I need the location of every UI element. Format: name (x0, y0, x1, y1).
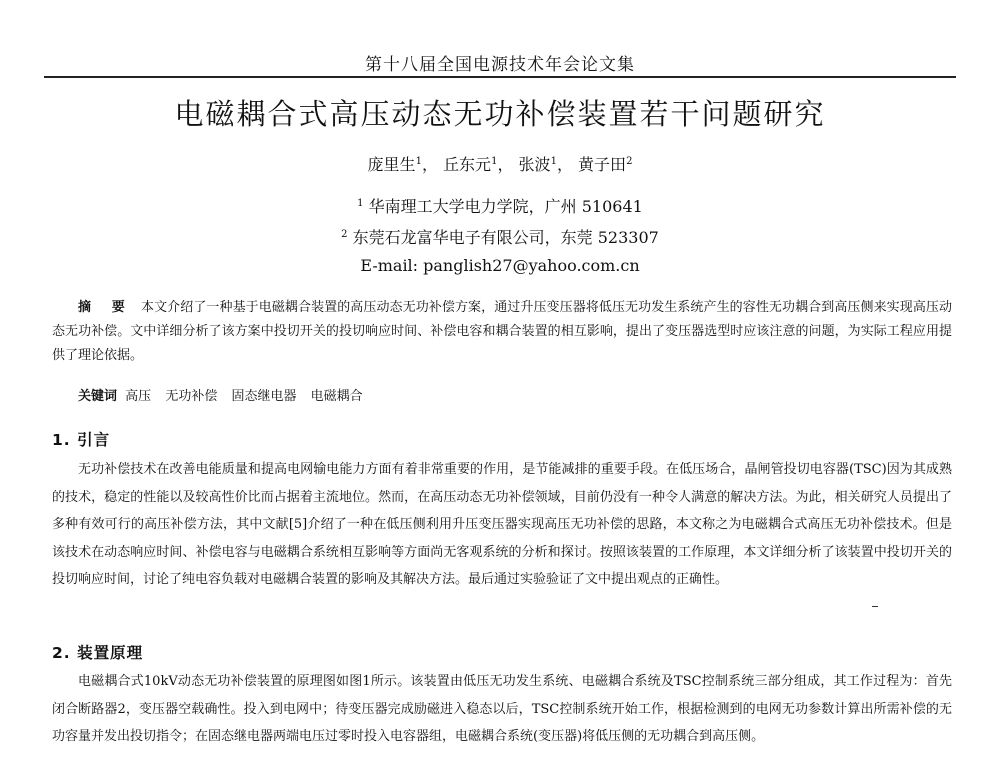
keyword: 固态继电器 (231, 389, 297, 404)
keyword: 无功补偿 (165, 389, 218, 404)
author-sup: 1 (491, 156, 498, 167)
keyword: 电磁耦合 (310, 389, 363, 404)
author-name: 庞里生 (367, 155, 416, 174)
author-list (0, 152, 1000, 175)
keywords (78, 385, 373, 404)
keyword: 高压 (125, 389, 152, 404)
affiliation-text: 东莞石龙富华电子有限公司，东莞 523307 (352, 228, 659, 247)
author-name: 丘东元 (443, 155, 492, 174)
author-separator: ， (556, 155, 573, 174)
contact-email: E-mail: panglish27@yahoo.com.cn (360, 256, 640, 275)
author-name: 张波 (518, 155, 551, 174)
keywords-label: 关键词 (78, 389, 118, 404)
affiliation-text: 华南理工大学电力学院，广州 510641 (368, 197, 643, 216)
running-header: 第十八届全国电源技术年会论文集 (365, 55, 635, 75)
author-sup: 2 (626, 156, 633, 167)
affiliation-2 (0, 225, 1000, 248)
abstract (52, 296, 952, 368)
section-heading: 2. 装置原理 (52, 644, 144, 662)
affiliation-sup: 1 (357, 198, 364, 209)
author-sup: 1 (415, 156, 422, 167)
paper-title: 电磁耦合式高压动态无功补偿装置若干问题研究 (174, 97, 826, 131)
author-name: 黄子田 (578, 155, 627, 174)
scan-speck (872, 606, 878, 607)
section-heading: 1. 引言 (52, 431, 111, 449)
abstract-label: 摘 要 (78, 300, 133, 315)
affiliation-1 (0, 194, 1000, 217)
author-separator: ， (497, 155, 514, 174)
section-paragraph: 电磁耦合式10kV动态无功补偿装置的原理图如图1所示。该装置由低压无功发生系统、电磁耦合系统及TSC控制系统三部分组成，其工作过程为：首先闭合断路器2，变压器空载确性。投入到电网中；待变压器完成励磁进入稳态以后，TSC控制系统开始工作，根据检测到的电网无功参数计算出所需补偿的无功容量并发出投切指令；在固态继电器两端电压过零时投入电容器组，电磁耦合系统(变压器)将低压侧的无功耦合到高压侧。 (52, 674, 952, 744)
author-separator: ， (421, 155, 438, 174)
section-paragraph: 无功补偿技术在改善电能质量和提高电网输电能力方面有着非常重要的作用，是节能减排的重要手段。在低压场合，晶闸管投切电容器(TSC)因为其成熟的技术，稳定的性能以及较高性价比而占据着主流地位。然而，在高压动态无功补偿领域，目前仍没有一种令人满意的解决方法。为此，相关研究人员提出了多种有效可行的高压补偿方法，其中文献[5]介绍了一种在低压侧利用升压变压器实现高压无功补偿的思路，本文称之为电磁耦合式高压无功补偿技术。但是该技术在动态响应时间、补偿电容与电磁耦合系统相互影响等方面尚无客观系统的分析和探讨。按照该装置的工作原理，本文详细分析了该装置中投切开关的投切响应时间，讨论了纯电容负载对电磁耦合装置的影响及其解决方法。最后通过实验验证了文中提出观点的正确性。 (52, 462, 952, 587)
header-rule (44, 76, 956, 78)
author-sup: 1 (550, 156, 557, 167)
affiliation-sup: 2 (341, 229, 348, 240)
abstract-text: 本文介绍了一种基于电磁耦合装置的高压动态无功补偿方案，通过升压变压器将低压无功发生系统产生的容性无功耦合到高压侧来实现高压动态无功补偿。文中详细分析了该方案中投切开关的投切响应时间、补偿电容和耦合装置的相互影响，提出了变压器选型时应该注意的问题，为实际工程应用提供了理论依据。 (52, 300, 952, 363)
